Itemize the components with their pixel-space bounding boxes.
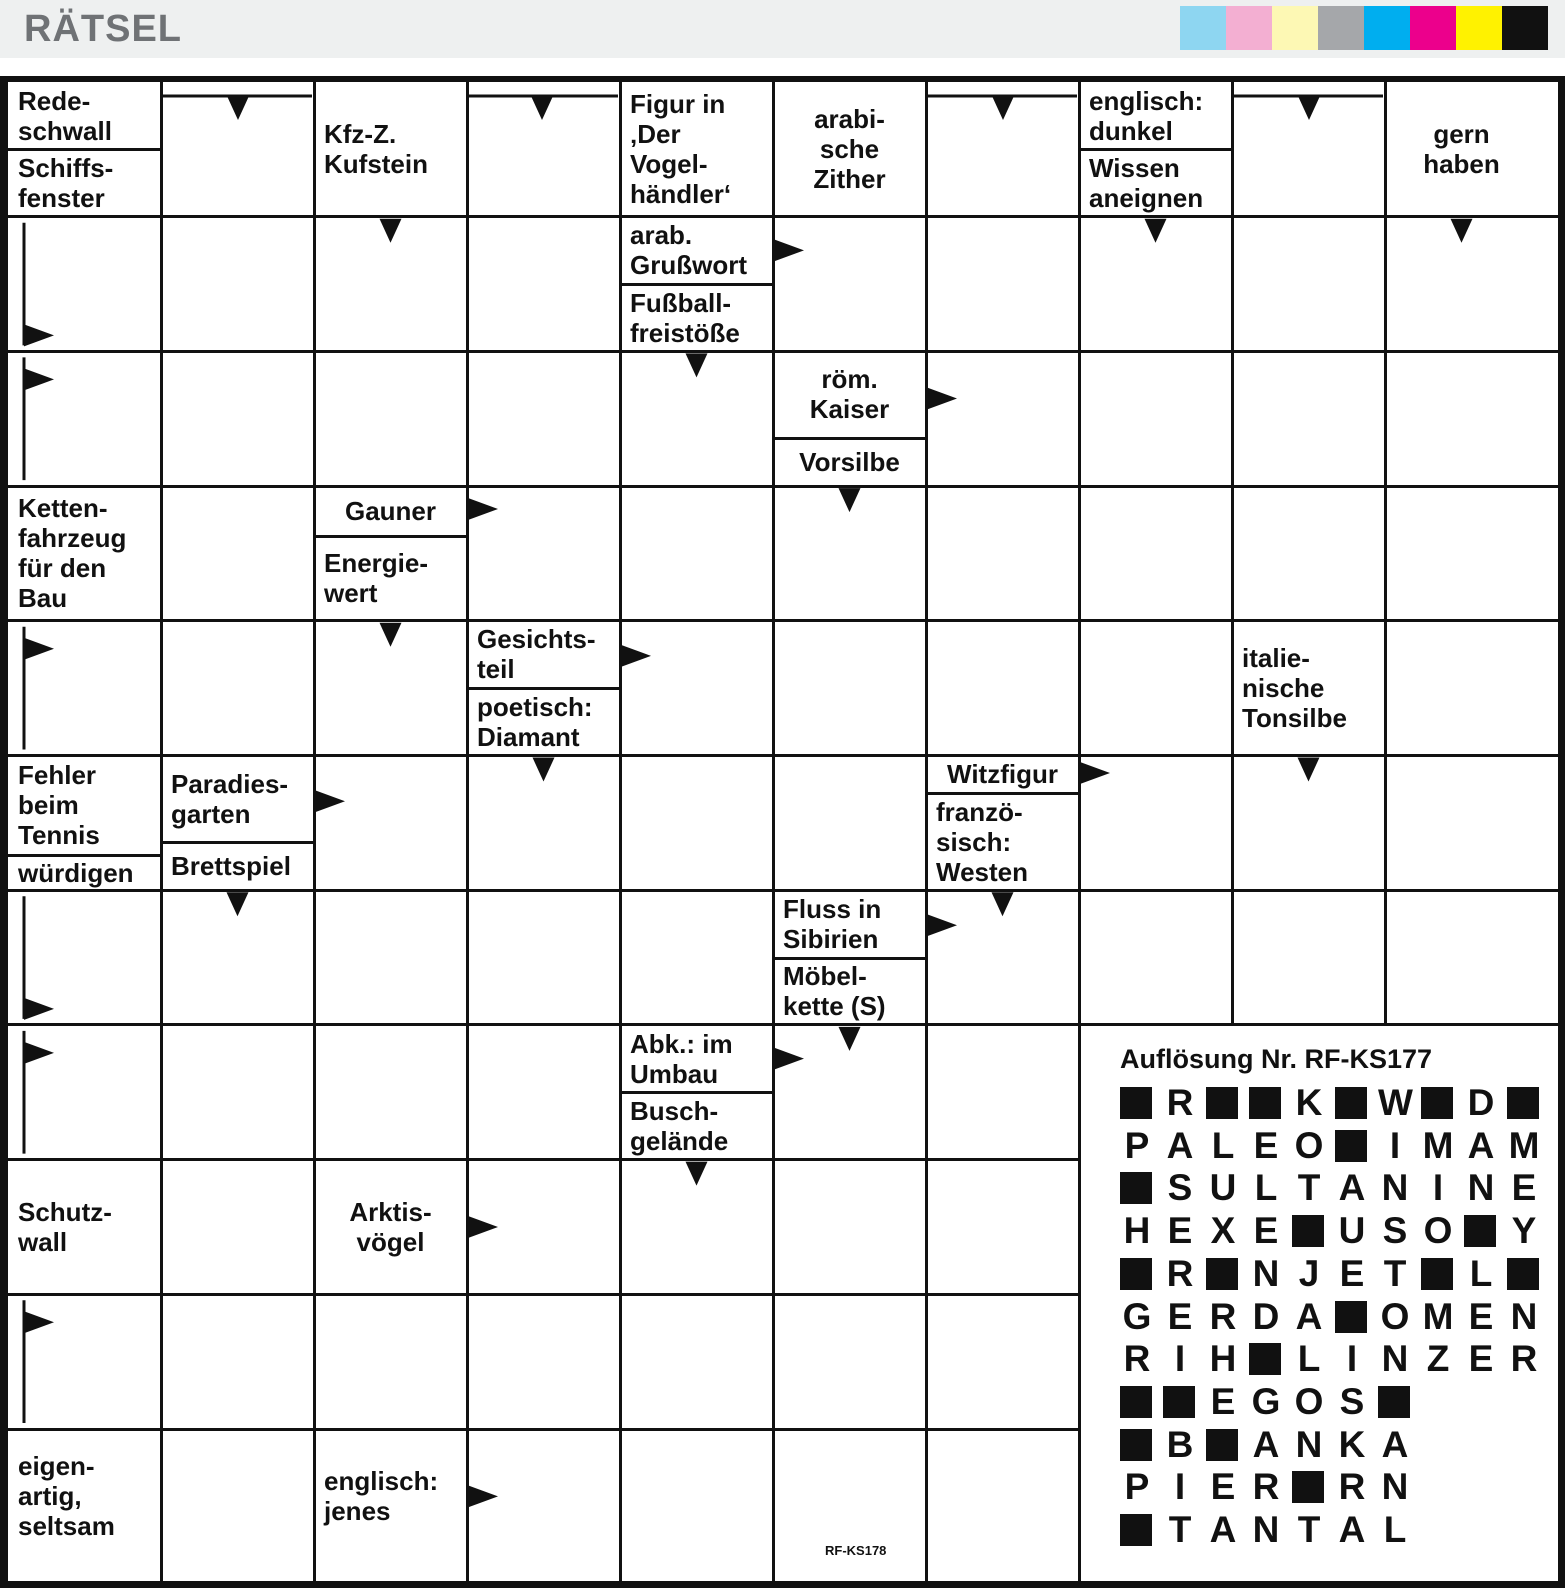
solution-letter: R <box>1123 1338 1151 1380</box>
solution-letter: E <box>1210 1466 1236 1508</box>
solution-block <box>1120 1386 1152 1418</box>
solution-block <box>1120 1514 1152 1546</box>
clue-r3c2-bottom <box>316 538 465 619</box>
solution-block <box>1120 1087 1152 1119</box>
answer-cell-r10-c6[interactable] <box>926 1429 1079 1564</box>
solution-panel <box>1090 1032 1548 1572</box>
answer-cell-r1-c1[interactable] <box>161 217 314 352</box>
answer-cell-r7-c2[interactable] <box>314 1025 467 1160</box>
solution-letter: M <box>1422 1124 1454 1166</box>
clue-line: gelände <box>630 1125 729 1156</box>
color-swatch <box>1180 6 1226 50</box>
solution-block <box>1163 1386 1195 1418</box>
answer-cell-r8-c4[interactable] <box>620 1160 773 1295</box>
clue-line: Umbau <box>630 1058 719 1089</box>
solution-letter: N <box>1381 1167 1409 1209</box>
clue-line: Kufstein <box>324 149 428 180</box>
answer-cell-r2-c9[interactable] <box>1385 351 1538 486</box>
solution-row <box>1120 1169 1540 1211</box>
clue-line: sche <box>819 134 880 165</box>
solution-row <box>1120 1380 1540 1425</box>
color-swatch <box>1318 6 1364 50</box>
clue-line: Fußball- <box>630 287 732 318</box>
answer-cell-r2-c1[interactable] <box>161 351 314 486</box>
clue-line: Sibirien <box>783 923 879 954</box>
solution-letter: R <box>1166 1082 1194 1123</box>
answer-cell-r6-c7[interactable] <box>1079 890 1232 1025</box>
clue-line: Tennis <box>18 820 100 851</box>
clue-line: ‚Der <box>630 119 681 150</box>
answer-cell-r4-c7[interactable] <box>1079 621 1232 756</box>
page-title: RÄTSEL <box>24 8 182 50</box>
solution-block <box>1335 1301 1367 1333</box>
solution-letter: E <box>1210 1380 1236 1422</box>
solution-letter: E <box>1339 1252 1365 1294</box>
clue-r3c2-top <box>316 488 465 534</box>
solution-block <box>1421 1258 1453 1290</box>
answer-cell-r5-c7[interactable] <box>1079 756 1232 891</box>
clue-line: fenster <box>18 183 105 214</box>
solution-row <box>1120 1423 1540 1468</box>
solution-letter: T <box>1297 1509 1321 1550</box>
solution-row <box>1120 1340 1540 1382</box>
solution-letter: M <box>1422 1295 1454 1337</box>
clue-line: Witzfigur <box>947 759 1058 790</box>
solution-letter: N <box>1381 1338 1409 1380</box>
clue-line: gern <box>1433 119 1490 150</box>
solution-letter: E <box>1167 1210 1193 1252</box>
clue-line: würdigen <box>18 857 134 888</box>
solution-letter: S <box>1382 1210 1408 1252</box>
answer-cell-r4-c5[interactable] <box>773 621 926 756</box>
clue-line: freistöße <box>630 317 740 348</box>
answer-cell-r6-c8[interactable] <box>1232 890 1385 1025</box>
answer-cell-r7-c1[interactable] <box>161 1025 314 1160</box>
solution-letter: I <box>1346 1338 1358 1380</box>
clue-line: röm. <box>821 364 878 395</box>
answer-cell-r8-c5[interactable] <box>773 1160 926 1295</box>
clue-r6c5-top <box>775 892 924 955</box>
solution-letter: W <box>1378 1082 1413 1123</box>
answer-cell-r3-c4[interactable] <box>620 486 773 621</box>
answer-cell-r9-c1[interactable] <box>161 1294 314 1429</box>
clue-line: jenes <box>324 1496 391 1527</box>
answer-cell-r0-c8[interactable] <box>1232 82 1385 217</box>
solution-row <box>1120 1511 1540 1553</box>
clue-r0c0-top <box>10 84 159 147</box>
solution-letter: S <box>1339 1380 1365 1422</box>
solution-letter: I <box>1432 1167 1444 1209</box>
clue-line: Schiffs- <box>18 153 114 184</box>
answer-cell-r4-c4[interactable] <box>620 621 773 756</box>
answer-cell-r6-c6[interactable] <box>926 890 1079 1025</box>
clue-r0c5 <box>775 84 924 215</box>
solution-letter: L <box>1383 1509 1407 1550</box>
answer-cell-r6-c0[interactable] <box>8 890 161 1025</box>
answer-cell-r3-c6[interactable] <box>926 486 1079 621</box>
clue-r2c5-top <box>775 353 924 435</box>
solution-letter: N <box>1510 1295 1538 1337</box>
solution-block <box>1120 1429 1152 1461</box>
answer-cell-r4-c0[interactable] <box>8 621 161 756</box>
clue-r5c1-top <box>163 758 312 840</box>
answer-cell-r9-c2[interactable] <box>314 1294 467 1429</box>
solution-letter: K <box>1338 1423 1366 1465</box>
answer-cell-r1-c8[interactable] <box>1232 217 1385 352</box>
answer-cell-r0-c1[interactable] <box>161 82 314 217</box>
clue-r0c9 <box>1387 84 1536 215</box>
solution-letter: N <box>1295 1423 1323 1465</box>
answer-cell-r9-c4[interactable] <box>620 1294 773 1429</box>
answer-cell-r1-c2[interactable] <box>314 217 467 352</box>
answer-cell-r5-c9[interactable] <box>1385 756 1538 891</box>
solution-letter: A <box>1295 1295 1323 1337</box>
clue-line: garten <box>171 798 251 829</box>
clue-line: Kaiser <box>809 394 890 425</box>
clue-line: Abk.: im <box>630 1028 733 1059</box>
solution-letter: A <box>1381 1423 1409 1465</box>
answer-cell-r10-c3[interactable] <box>467 1429 620 1564</box>
solution-row <box>1120 1468 1540 1510</box>
solution-letter: P <box>1124 1124 1150 1166</box>
answer-cell-r1-c0[interactable] <box>8 217 161 352</box>
solution-letter: L <box>1254 1167 1278 1209</box>
answer-cell-r1-c5[interactable] <box>773 217 926 352</box>
clue-line: Vorsilbe <box>799 446 900 477</box>
solution-letter: J <box>1298 1252 1320 1294</box>
solution-letter: D <box>1252 1295 1280 1337</box>
solution-block <box>1206 1087 1238 1119</box>
answer-cell-r5-c4[interactable] <box>620 756 773 891</box>
solution-block <box>1120 1258 1152 1290</box>
answer-cell-r9-c0[interactable] <box>8 1294 161 1429</box>
clue-line: Kfz-Z. <box>324 119 397 150</box>
clue-line: wert <box>324 578 378 609</box>
solution-letter: R <box>1209 1295 1237 1337</box>
answer-cell-r5-c2[interactable] <box>314 756 467 891</box>
clue-line: Gesichts- <box>477 624 596 655</box>
solution-block <box>1292 1471 1324 1503</box>
solution-block <box>1249 1087 1281 1119</box>
solution-letter: I <box>1389 1124 1401 1166</box>
header-bar <box>0 0 1565 58</box>
solution-letter: D <box>1467 1082 1495 1123</box>
solution-letter: G <box>1251 1380 1281 1422</box>
answer-cell-r2-c7[interactable] <box>1079 351 1232 486</box>
solution-row <box>1120 1295 1540 1340</box>
solution-letter: P <box>1124 1466 1150 1508</box>
clue-line: Schutz- <box>18 1196 112 1227</box>
color-swatch-strip <box>1180 6 1548 50</box>
solution-letter: K <box>1295 1082 1323 1123</box>
clue-line: poetisch: <box>477 691 593 722</box>
clue-line: Vogel- <box>630 149 708 180</box>
answer-cell-r7-c0[interactable] <box>8 1025 161 1160</box>
clue-line: Paradies- <box>171 768 289 799</box>
clue-line: Diamant <box>477 721 580 752</box>
answer-cell-r10-c1[interactable] <box>161 1429 314 1564</box>
solution-row <box>1120 1252 1540 1297</box>
solution-letter: L <box>1469 1252 1493 1294</box>
clue-line: fahrzeug <box>18 523 127 554</box>
answer-cell-r3-c3[interactable] <box>467 486 620 621</box>
answer-cell-r8-c6[interactable] <box>926 1160 1079 1295</box>
solution-letter: O <box>1380 1295 1410 1337</box>
solution-letter: H <box>1123 1210 1151 1252</box>
clue-r0c7-bottom <box>1081 151 1230 214</box>
clue-line: Ketten- <box>18 493 108 524</box>
color-swatch <box>1502 6 1548 50</box>
clue-r5c6-top <box>928 758 1077 792</box>
solution-letter: L <box>1211 1124 1235 1166</box>
clue-r7c4-bottom <box>622 1094 771 1157</box>
answer-cell-r4-c6[interactable] <box>926 621 1079 756</box>
clue-line: aneignen <box>1089 183 1204 214</box>
solution-row <box>1120 1212 1540 1254</box>
solution-letter: L <box>1297 1338 1321 1380</box>
clue-r1c4-bottom <box>622 286 771 349</box>
solution-letter: H <box>1209 1338 1237 1380</box>
solution-letter: N <box>1381 1466 1409 1508</box>
solution-block <box>1464 1215 1496 1247</box>
answer-cell-r4-c1[interactable] <box>161 621 314 756</box>
solution-block <box>1507 1087 1539 1119</box>
solution-letter: N <box>1467 1167 1495 1209</box>
solution-block <box>1378 1386 1410 1418</box>
clue-r0c0-bottom <box>10 151 159 214</box>
solution-letter: U <box>1209 1167 1237 1209</box>
solution-row <box>1120 1124 1540 1169</box>
solution-letter: T <box>1383 1252 1407 1294</box>
clue-r1c4-top <box>622 219 771 282</box>
clue-line: englisch: <box>1089 85 1204 116</box>
answer-cell-r5-c8[interactable] <box>1232 756 1385 891</box>
answer-cell-r2-c4[interactable] <box>620 351 773 486</box>
clue-line: arab. <box>630 220 693 251</box>
clue-line: Rede- <box>18 85 91 116</box>
solution-block <box>1292 1215 1324 1247</box>
color-swatch <box>1272 6 1318 50</box>
solution-letter: E <box>1511 1167 1537 1209</box>
solution-letter: U <box>1338 1210 1366 1252</box>
color-swatch <box>1410 6 1456 50</box>
solution-block <box>1120 1172 1152 1204</box>
color-swatch <box>1364 6 1410 50</box>
clue-line: artig, <box>18 1481 82 1512</box>
clue-line: Fluss in <box>783 893 882 924</box>
clue-line: Westen <box>936 856 1028 887</box>
clue-line: englisch: <box>324 1466 439 1497</box>
solution-letter: T <box>1297 1167 1321 1209</box>
answer-cell-r2-c2[interactable] <box>314 351 467 486</box>
clue-line: Zither <box>813 164 886 195</box>
solution-letter: R <box>1338 1466 1366 1508</box>
puzzle-code: RF-KS178 <box>825 1543 887 1558</box>
solution-letter: R <box>1510 1338 1538 1380</box>
solution-letter: E <box>1468 1338 1494 1380</box>
answer-cell-r2-c8[interactable] <box>1232 351 1385 486</box>
clue-line: Arktis- <box>349 1196 432 1227</box>
solution-block <box>1249 1343 1281 1375</box>
solution-letter: O <box>1294 1380 1324 1422</box>
solution-block <box>1335 1087 1367 1119</box>
solution-letter: Z <box>1426 1338 1450 1380</box>
answer-cell-r3-c8[interactable] <box>1232 486 1385 621</box>
answer-cell-r4-c9[interactable] <box>1385 621 1538 756</box>
clue-line: arabi- <box>814 104 885 135</box>
answer-cell-r7-c5[interactable] <box>773 1025 926 1160</box>
solution-title: Auflösung Nr. RF-KS177 <box>1120 1044 1433 1074</box>
solution-letter: S <box>1167 1167 1193 1209</box>
answer-cell-r0-c6[interactable] <box>926 82 1079 217</box>
clue-r7c4-top <box>622 1027 771 1090</box>
answer-cell-r1-c9[interactable] <box>1385 217 1538 352</box>
clue-line: für den <box>18 553 107 584</box>
answer-cell-r6-c1[interactable] <box>161 890 314 1025</box>
answer-cell-r9-c6[interactable] <box>926 1294 1079 1429</box>
answer-cell-r4-c2[interactable] <box>314 621 467 756</box>
answer-cell-r1-c7[interactable] <box>1079 217 1232 352</box>
clue-r10c2 <box>316 1431 465 1562</box>
color-swatch <box>1456 6 1502 50</box>
answer-cell-r2-c6[interactable] <box>926 351 1079 486</box>
solution-block <box>1206 1258 1238 1290</box>
solution-block <box>1206 1429 1238 1461</box>
clue-line: Grußwort <box>630 250 747 281</box>
answer-cell-r1-c3[interactable] <box>467 217 620 352</box>
clue-r4c3-top <box>469 623 618 686</box>
clue-r6c5-bottom <box>775 960 924 1023</box>
solution-letter: A <box>1338 1167 1366 1209</box>
clue-line: franzö- <box>936 796 1023 827</box>
solution-letter: R <box>1252 1466 1280 1508</box>
answer-cell-r3-c7[interactable] <box>1079 486 1232 621</box>
solution-letter: A <box>1338 1509 1366 1550</box>
solution-letter: N <box>1252 1509 1280 1550</box>
answer-cell-r6-c9[interactable] <box>1385 890 1538 1025</box>
solution-letter: A <box>1252 1423 1280 1465</box>
clue-line: sisch: <box>936 826 1012 857</box>
solution-row <box>1120 1084 1540 1126</box>
clue-r5c6-bottom <box>928 795 1077 888</box>
clue-line: Gauner <box>344 496 437 526</box>
clue-line: Busch- <box>630 1095 719 1126</box>
clue-r4c8 <box>1234 623 1383 754</box>
clue-line: Energie- <box>324 548 429 579</box>
solution-block <box>1335 1130 1367 1162</box>
clue-line: wall <box>18 1226 68 1257</box>
solution-letter: R <box>1166 1252 1194 1294</box>
clue-r4c3-bottom <box>469 690 618 753</box>
answer-cell-r7-c6[interactable] <box>926 1025 1079 1160</box>
answer-cell-r0-c3[interactable] <box>467 82 620 217</box>
clue-line: Fehler <box>18 760 97 791</box>
answer-cell-r6-c2[interactable] <box>314 890 467 1025</box>
answer-cell-r3-c1[interactable] <box>161 486 314 621</box>
clue-line: kette (S) <box>783 991 886 1022</box>
clue-line: Möbel- <box>783 961 867 992</box>
clue-line: italie- <box>1242 643 1310 674</box>
solution-block <box>1421 1087 1453 1119</box>
answer-cell-r8-c1[interactable] <box>161 1160 314 1295</box>
clue-r5c0-bottom <box>10 857 159 888</box>
answer-cell-r7-c3[interactable] <box>467 1025 620 1160</box>
clue-r5c0-top <box>10 758 159 854</box>
clue-line: Bau <box>18 583 68 614</box>
clue-r2c5-bottom <box>775 440 924 484</box>
answer-cell-r9-c3[interactable] <box>467 1294 620 1429</box>
clue-r8c0 <box>10 1162 159 1293</box>
answer-cell-r1-c6[interactable] <box>926 217 1079 352</box>
answer-cell-r2-c0[interactable] <box>8 351 161 486</box>
clue-line: Figur in <box>630 89 726 120</box>
solution-letter: G <box>1122 1295 1152 1337</box>
clue-line: eigen- <box>18 1451 95 1482</box>
clue-line: vögel <box>356 1226 425 1257</box>
answer-cell-r8-c3[interactable] <box>467 1160 620 1295</box>
clue-r10c0 <box>10 1431 159 1562</box>
answer-cell-r6-c3[interactable] <box>467 890 620 1025</box>
answer-cell-r3-c5[interactable] <box>773 486 926 621</box>
clue-line: dunkel <box>1089 115 1173 146</box>
answer-cell-r2-c3[interactable] <box>467 351 620 486</box>
clue-r0c2 <box>316 84 465 215</box>
clue-r0c4 <box>622 84 771 215</box>
solution-letter: E <box>1468 1295 1494 1337</box>
solution-letter: B <box>1166 1423 1194 1465</box>
solution-letter: A <box>1166 1124 1194 1166</box>
answer-cell-r5-c3[interactable] <box>467 756 620 891</box>
solution-letter: N <box>1252 1252 1280 1294</box>
solution-letter: I <box>1174 1466 1186 1508</box>
answer-cell-r3-c9[interactable] <box>1385 486 1538 621</box>
clue-line: Tonsilbe <box>1242 703 1347 734</box>
clue-r5c1-bottom <box>163 844 312 888</box>
solution-letter: E <box>1167 1295 1193 1337</box>
solution-letter: E <box>1253 1210 1279 1252</box>
solution-letter: Y <box>1511 1210 1537 1252</box>
clue-line: Brettspiel <box>171 850 291 881</box>
clue-line: schwall <box>18 115 112 146</box>
solution-letter: I <box>1174 1338 1186 1380</box>
solution-letter: A <box>1209 1509 1237 1550</box>
solution-letter: T <box>1168 1509 1192 1550</box>
clue-line: beim <box>18 790 79 821</box>
answer-cell-r6-c4[interactable] <box>620 890 773 1025</box>
solution-letter: E <box>1253 1124 1279 1166</box>
solution-letter: M <box>1508 1124 1540 1166</box>
clue-line: Wissen <box>1089 153 1180 184</box>
clue-line: teil <box>477 654 515 685</box>
clue-r8c2 <box>316 1162 465 1293</box>
clue-r0c7-top <box>1081 84 1230 147</box>
clue-r3c0 <box>10 488 159 619</box>
solution-letter: A <box>1467 1124 1495 1166</box>
answer-cell-r9-c5[interactable] <box>773 1294 926 1429</box>
clue-line: nische <box>1242 673 1325 704</box>
clue-line: haben <box>1423 149 1500 180</box>
solution-letter: O <box>1294 1124 1324 1166</box>
solution-letter: X <box>1210 1210 1236 1252</box>
clue-line: seltsam <box>18 1511 115 1542</box>
answer-cell-r5-c5[interactable] <box>773 756 926 891</box>
color-swatch <box>1226 6 1272 50</box>
answer-cell-r10-c4[interactable] <box>620 1429 773 1564</box>
solution-block <box>1507 1258 1539 1290</box>
solution-letter: O <box>1423 1210 1453 1252</box>
clue-line: händler‘ <box>630 179 732 210</box>
